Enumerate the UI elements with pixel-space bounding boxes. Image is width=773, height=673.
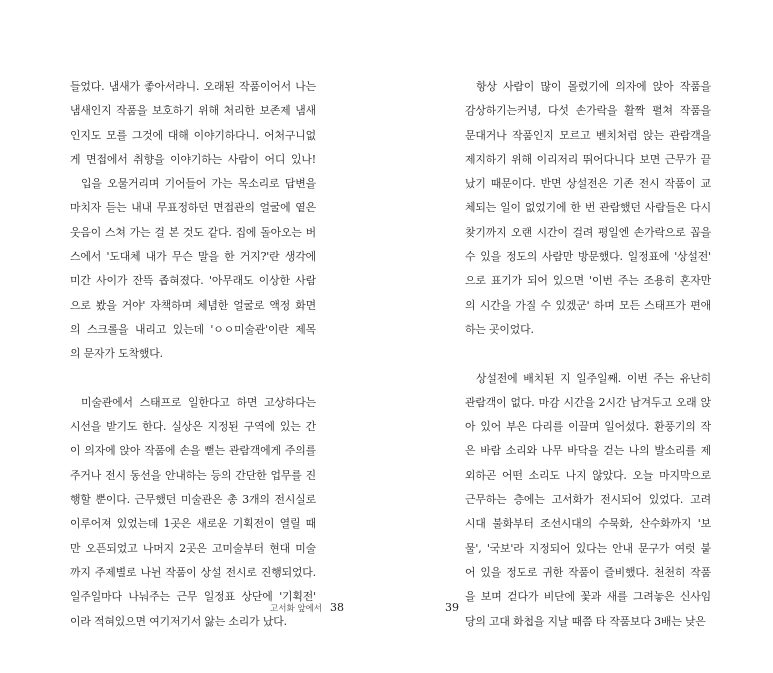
- text-line: 시선을 받기도 한다. 실상은 지정된 구역에 있는 간: [70, 420, 316, 434]
- text-line: 관람객이 없다. 마감 시간을 2시간 남겨두고 오래 앉: [465, 395, 711, 409]
- text-line: 만 오픈되었고 나머지 2곳은 고미술부터 현대 미술: [70, 541, 316, 555]
- right-page-footer: [445, 600, 459, 616]
- text-line: 이라 적혀있으면 여기저기서 앓는 소리가 났다.: [70, 614, 287, 628]
- text-line: 찾기까지 오랜 시간이 걸려 평일엔 손가락으로 꼽을: [465, 225, 711, 239]
- text-line: 수 있을 정도의 사람만 방문했다. 일정표에 '상설전': [465, 250, 711, 264]
- right-page: [387, 0, 773, 673]
- text-line: 체되는 일이 없었기에 한 번 관람했던 사람들은 다시: [465, 201, 711, 215]
- text-line: 의 시간을 가질 수 있겠군' 하며 모든 스태프가 편애: [465, 298, 711, 312]
- text-line: 당의 고대 화첩을 지날 때쯤 타 작품보다 3배는 낮은: [465, 614, 706, 628]
- text-line: 행할 뿐이다. 근무했던 미술관은 총 3개의 전시실로: [70, 493, 316, 507]
- left-paragraph-1: [70, 75, 316, 367]
- text-line: 입을 오물거리며 기어들어 가는 목소리로 답변을: [81, 177, 316, 191]
- text-line: 시대 불화부터 조선시대의 수묵화, 산수화까지 '보: [465, 517, 711, 531]
- text-line: 외하곤 어떤 소리도 나지 않았다. 오늘 마지막으로: [465, 468, 711, 482]
- text-line: 마치자 듣는 내내 무표정하던 면접관의 얼굴에 옅은: [70, 201, 316, 215]
- text-line: 제지하기 위해 이리저리 뛰어다니다 보면 근무가 끝: [465, 152, 711, 166]
- text-line: 하는 곳이었다.: [465, 322, 534, 336]
- right-paragraph-1: [465, 75, 711, 342]
- text-line: 이루어져 있었는데 1곳은 새로운 기획전이 열릴 때: [70, 517, 316, 531]
- right-page-text: [465, 75, 711, 634]
- text-line: 근무하는 층에는 고서화가 전시되어 있었다. 고려: [465, 493, 711, 507]
- text-line: 냄새인지 작품을 보호하기 위해 처리한 보존제 냄새: [70, 104, 316, 118]
- text-line: 을 보며 걷다가 비단에 꽃과 새를 그려놓은 신사임: [465, 590, 711, 604]
- text-line: 인지도 모를 그것에 대해 이야기하다니. 어처구니없: [70, 128, 316, 142]
- text-line: 어 있을 정도로 귀한 작품이 즐비했다. 천천히 작품: [465, 565, 711, 579]
- text-line: 났기 때문이다. 반면 상설전은 기존 전시 작품이 교: [465, 177, 711, 191]
- text-line: 일주일마다 나눠주는 근무 일정표 상단에 '기획전': [70, 590, 316, 604]
- text-line: 게 면접에서 취향을 이야기하는 사람이 어디 있나!: [70, 152, 316, 166]
- right-paragraph-2: [465, 367, 711, 634]
- paragraph-gap: [465, 342, 711, 366]
- text-line: 까지 주제별로 나뉜 작품이 상설 전시로 진행되었다.: [70, 565, 316, 579]
- text-line: 스에서 '도대체 내가 무슨 말을 한 거지?'란 생각에: [70, 250, 316, 264]
- text-line: 이 의자에 앉아 작품에 손을 뻗는 관람객에게 주의를: [70, 444, 316, 458]
- running-head-book-title: 고서화 앞에서: [270, 604, 322, 614]
- text-line: 은 바람 소리와 나무 바닥을 걷는 나의 발소리를 제: [465, 444, 711, 458]
- text-line: 의 스크롤을 내리고 있는데 'ㅇㅇ미술관'이란 제목: [70, 322, 316, 336]
- text-line: 물', '국보'라 지정되어 있다는 안내 문구가 여럿 붙: [465, 541, 711, 555]
- text-line: 감상하기는커녕, 다섯 손가락을 활짝 펼쳐 작품을: [465, 104, 711, 118]
- text-line: 웃음이 스쳐 가는 걸 본 것도 같다. 집에 돌아오는 버: [70, 225, 316, 239]
- page-number: 39: [445, 601, 459, 614]
- text-line: 으로 봤을 거야' 자책하며 체념한 얼굴로 액정 화면: [70, 298, 316, 312]
- page-number: 38: [330, 601, 344, 614]
- left-page: [0, 0, 386, 673]
- left-page-text: [70, 75, 316, 634]
- text-line: 문대거나 작품인지 모르고 벤치처럼 앉는 관람객을: [465, 128, 711, 142]
- left-paragraph-2: [70, 391, 316, 634]
- text-line: 주거나 전시 동선을 안내하는 등의 간단한 업무를 진: [70, 468, 316, 482]
- text-line: 미간 사이가 잔뜩 좁혀졌다. '아무래도 이상한 사람: [70, 274, 316, 288]
- text-line: 상설전에 배치된 지 일주일째. 이번 주는 유난히: [476, 371, 711, 385]
- text-line: 아 있어 부은 다리를 이끌며 일어섰다. 환풍기의 작: [465, 420, 711, 434]
- text-line: 미술관에서 스태프로 일한다고 하면 고상하다는: [81, 395, 316, 409]
- text-line: 들었다. 냄새가 좋아서라니. 오래된 작품이어서 나는: [70, 80, 316, 93]
- left-page-footer: [270, 600, 344, 617]
- paragraph-gap: [70, 367, 316, 391]
- text-line: 항상 사람이 많이 몰렸기에 의자에 앉아 작품을: [476, 80, 711, 93]
- text-line: 의 문자가 도착했다.: [70, 347, 163, 361]
- text-line: 으로 표기가 되어 있으면 '이번 주는 조용히 혼자만: [465, 274, 711, 288]
